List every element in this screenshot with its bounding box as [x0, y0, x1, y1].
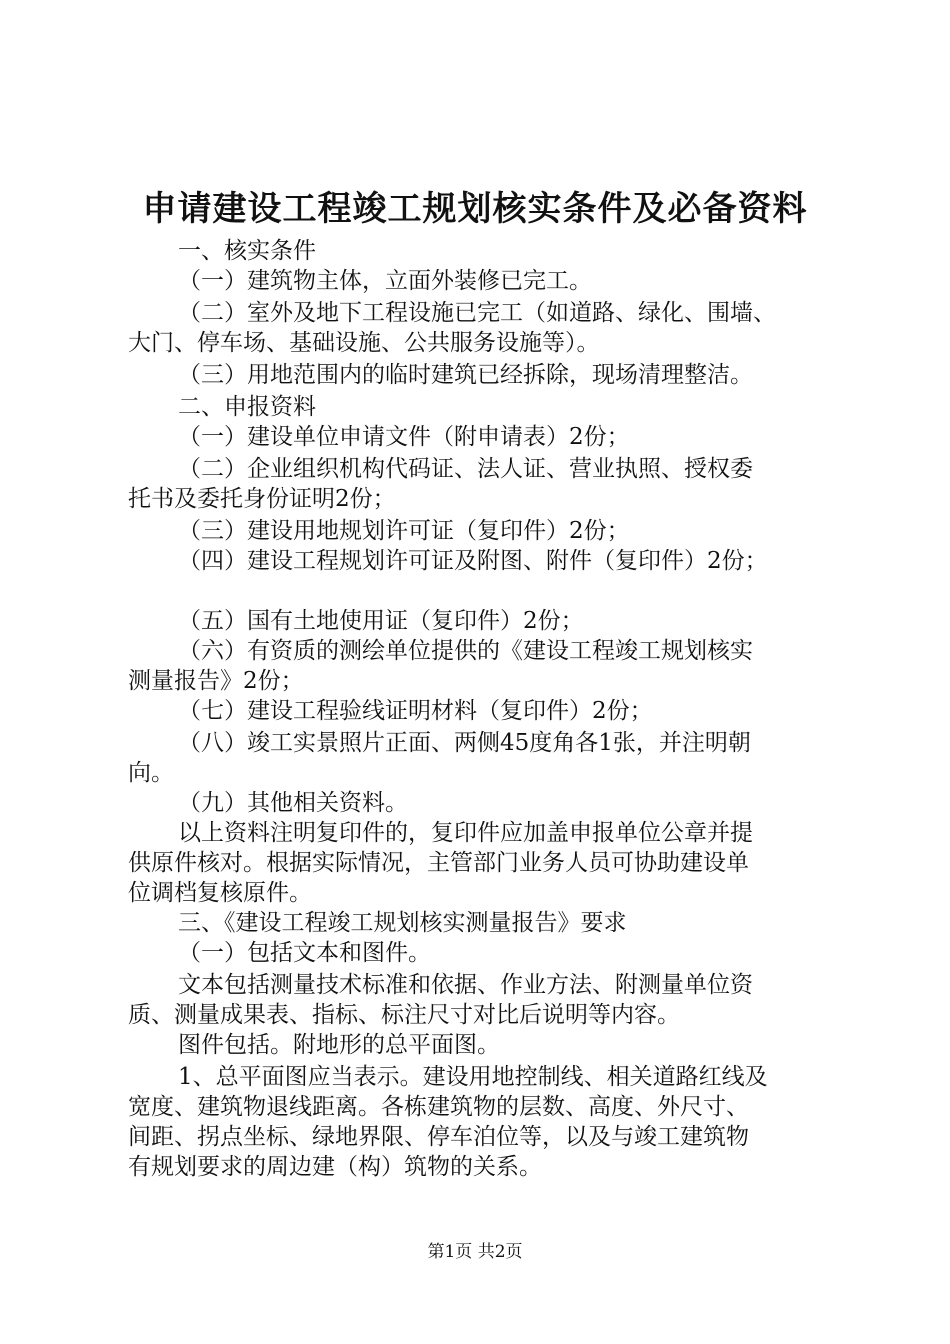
paragraph-line: （一）建设单位申请文件（附申请表）2份；: [178, 424, 630, 450]
paragraph-line: 大门、停车场、基础设施、公共服务设施等）。: [128, 330, 600, 356]
paragraph-line: （三）建设用地规划许可证（复印件）2份；: [178, 518, 630, 544]
paragraph-line: （一）建筑物主体，立面外装修已完工。: [178, 268, 592, 294]
paragraph-line: （七）建设工程验线证明材料（复印件）2份；: [178, 698, 653, 724]
paragraph-line: （八）竣工实景照片正面、两侧45度角各1张，并注明朝: [178, 730, 751, 756]
paragraph-line: 供原件核对。根据实际情况，主管部门业务人员可协助建设单: [128, 850, 749, 876]
paragraph-line: 托书及委托身份证明2份；: [128, 486, 396, 512]
paragraph-line: 1、总平面图应当表示。建设用地控制线、相关道路红线及: [178, 1064, 768, 1090]
paragraph-line: （五）国有土地使用证（复印件）2份；: [178, 608, 584, 634]
paragraph-line: 图件包括。附地形的总平面图。: [178, 1032, 500, 1058]
paragraph-line: 测量报告》2份；: [128, 668, 304, 694]
paragraph-line: 间距、拐点坐标、绿地界限、停车泊位等，以及与竣工建筑物: [128, 1124, 749, 1150]
paragraph-line: 位调档复核原件。: [128, 880, 312, 906]
paragraph-line: 质、测量成果表、指标、标注尺寸对比后说明等内容。: [128, 1002, 680, 1028]
paragraph-line: （二）室外及地下工程设施已完工（如道路、绿化、围墙、: [178, 300, 776, 326]
paragraph-line: （二）企业组织机构代码证、法人证、营业执照、授权委: [178, 456, 753, 482]
page-footer: 第1页 共2页: [427, 1242, 523, 1262]
paragraph-line: 有规划要求的周边建（构）筑物的关系。: [128, 1154, 542, 1180]
document-title: 申请建设工程竣工规划核实条件及必备资料: [142, 189, 808, 229]
section-heading-1: 一、核实条件: [178, 238, 316, 264]
paragraph-line: 文本包括测量技术标准和依据、作业方法、附测量单位资: [178, 972, 753, 998]
paragraph-line: （九）其他相关资料。: [178, 790, 408, 816]
paragraph-line: 向。: [128, 760, 174, 786]
section-heading-3: 三、《建设工程竣工规划核实测量报告》要求: [178, 910, 627, 936]
paragraph-line: 宽度、建筑物退线距离。各栋建筑物的层数、高度、外尺寸、: [128, 1094, 749, 1120]
paragraph-line: （三）用地范围内的临时建筑已经拆除，现场清理整洁。: [178, 362, 753, 388]
section-heading-2: 二、申报资料: [178, 394, 316, 420]
paragraph-line: （四）建设工程规划许可证及附图、附件（复印件）2份；: [178, 548, 768, 574]
paragraph-line: （六）有资质的测绘单位提供的《建设工程竣工规划核实: [178, 638, 753, 664]
paragraph-line: （一）包括文本和图件。: [178, 940, 431, 966]
paragraph-line: 以上资料注明复印件的，复印件应加盖申报单位公章并提: [178, 820, 753, 846]
